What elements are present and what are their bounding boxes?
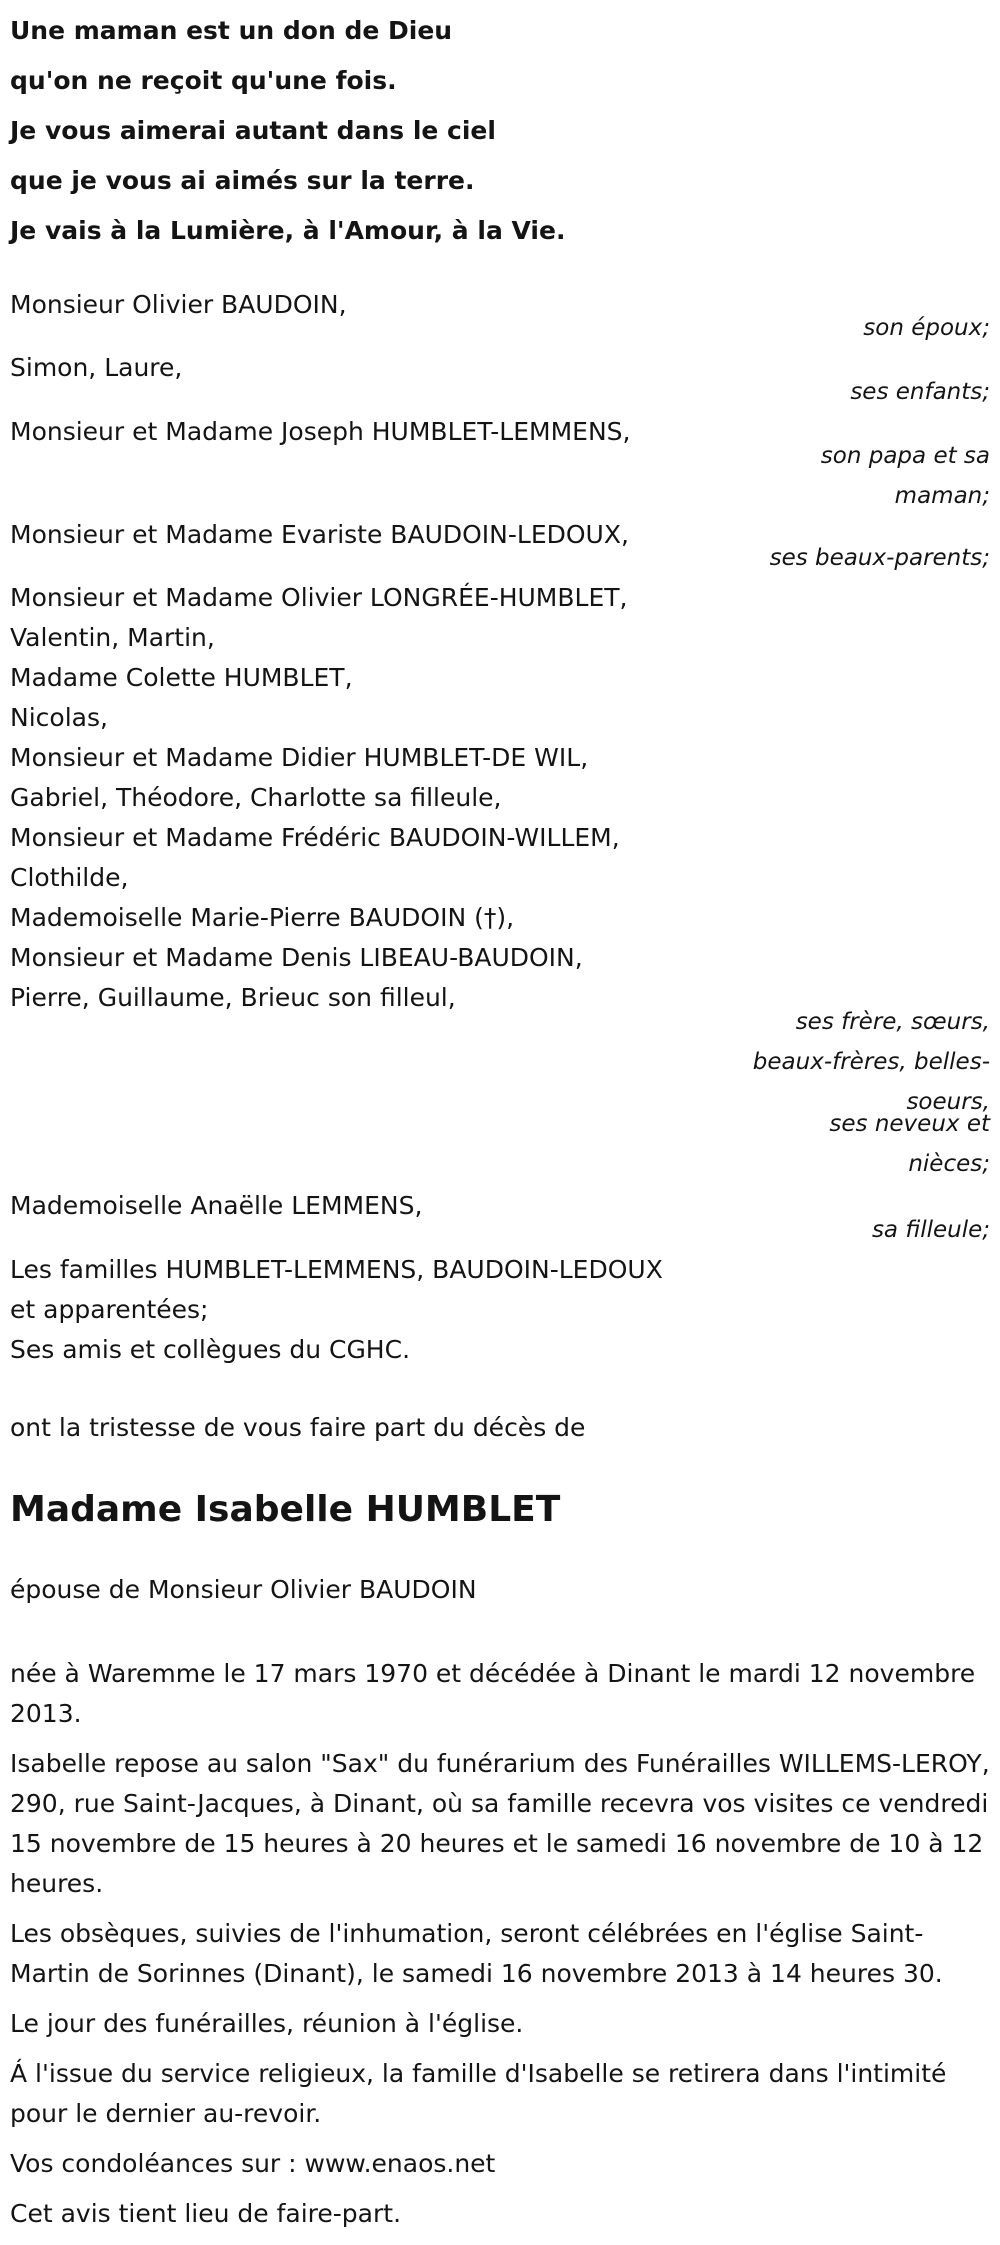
deceased-name: Madame Isabelle HUMBLET [10, 1489, 561, 1530]
visitation-paragraph: Isabelle repose au salon "Sax" du funérarium des Funérailles WILLEMS-LEROY, 290, rue Saint-Jacques, à Dinant, où sa famille recevra vos visites ce vendredi 15 novembre de 15 heures à 20 heures et le samedi 16 novembre de 10 à 12 heures. [10, 1749, 990, 1898]
family-name-line: Nicolas, [10, 703, 108, 732]
family-role-goddaughter [660, 1210, 990, 1250]
spouse-line: épouse de Monsieur Olivier BAUDOIN [10, 1575, 477, 1604]
family-names-families [10, 1250, 663, 1370]
family-name-line: Gabriel, Théodore, Charlotte sa filleule, [10, 783, 502, 812]
family-name-line: Madame Colette HUMBLET, [10, 663, 353, 692]
family-name-line: Les familles HUMBLET-LEMMENS, BAUDOIN-LEDOUX [10, 1255, 663, 1284]
family-name-line: Pierre, Guillaume, Brieuc son filleul, [10, 983, 456, 1012]
poem-line: Je vous aimerai autant dans le ciel [10, 116, 496, 145]
family-name-line: Clothilde, [10, 863, 129, 892]
family-names-goddaughter [10, 1186, 422, 1226]
role-line: maman; [894, 483, 990, 509]
poem-line: qu'on ne reçoit qu'une fois. [10, 66, 397, 95]
family-name-line: Monsieur et Madame Joseph HUMBLET-LEMMENS, [10, 417, 631, 446]
role-line: sa filleule; [871, 1217, 990, 1243]
poem-line: Une maman est un don de Dieu [10, 16, 453, 45]
poem-line: que je vous ai aimés sur la terre. [10, 166, 475, 195]
role-line: ses frère, sœurs, [795, 1009, 990, 1035]
family-name-line: Monsieur et Madame Evariste BAUDOIN-LEDOUX, [10, 520, 629, 549]
family-name-line: Monsieur et Madame Denis LIBEAU-BAUDOIN, [10, 943, 583, 972]
family-name-line: Simon, Laure, [10, 353, 183, 382]
funeral-paragraph: Les obsèques, suivies de l'inhumation, seront célébrées en l'église Saint-Martin de Sorinnes (Dinant), le samedi 16 novembre 2013 à 14 heures 30. [10, 1919, 943, 1988]
family-role-parents [660, 436, 990, 516]
family-name-line: Mademoiselle Marie-Pierre BAUDOIN (†), [10, 903, 515, 932]
family-role-spouse [660, 308, 990, 348]
announcement-intro: ont la tristesse de vous faire part du décès de [10, 1413, 586, 1442]
role-line: son papa et sa [820, 443, 990, 469]
family-name-line: Ses amis et collègues du CGHC. [10, 1335, 411, 1364]
birth-death-paragraph: née à Waremme le 17 mars 1970 et décédée à Dinant le mardi 12 novembre 2013. [10, 1659, 976, 1728]
family-name-line: Mademoiselle Anaëlle LEMMENS, [10, 1191, 423, 1220]
notice-paragraph: Cet avis tient lieu de faire-part. [10, 2199, 402, 2228]
family-name-line: Valentin, Martin, [10, 623, 215, 652]
family-name-line: Monsieur et Madame Frédéric BAUDOIN-WILLEM, [10, 823, 620, 852]
family-role-in-laws [660, 538, 990, 578]
family-names-parents [10, 412, 630, 452]
role-line: soeurs, [906, 1089, 990, 1115]
family-names-children [10, 348, 182, 388]
role-line: son époux; [863, 315, 990, 341]
role-line: ses neveux et [829, 1111, 990, 1137]
family-name-line: Monsieur Olivier BAUDOIN, [10, 290, 347, 319]
announcement-body [10, 1654, 990, 2244]
condolences-paragraph: Vos condoléances sur : www.enaos.net [10, 2149, 496, 2178]
role-line: ses enfants; [850, 379, 990, 405]
family-names-siblings [10, 578, 627, 1018]
poem [10, 6, 710, 256]
family-name-line: Monsieur et Madame Didier HUMBLET-DE WIL, [10, 743, 589, 772]
meeting-paragraph: Le jour des funérailles, réunion à l'église. [10, 2009, 524, 2038]
intimacy-paragraph: Á l'issue du service religieux, la famille d'Isabelle se retirera dans l'intimité pour le dernier au-revoir. [10, 2059, 947, 2128]
family-role-nephews [660, 1104, 990, 1184]
role-line: nièces; [908, 1151, 990, 1177]
family-name-line: et apparentées; [10, 1295, 209, 1324]
family-names-spouse [10, 285, 347, 325]
role-line: ses beaux-parents; [769, 545, 990, 571]
family-name-line: Monsieur et Madame Olivier LONGRÉE-HUMBLET, [10, 583, 628, 612]
family-names-in-laws [10, 515, 629, 555]
family-role-children [660, 372, 990, 412]
poem-line: Je vais à la Lumière, à l'Amour, à la Vie. [10, 216, 566, 245]
role-line: beaux-frères, belles- [752, 1049, 990, 1075]
